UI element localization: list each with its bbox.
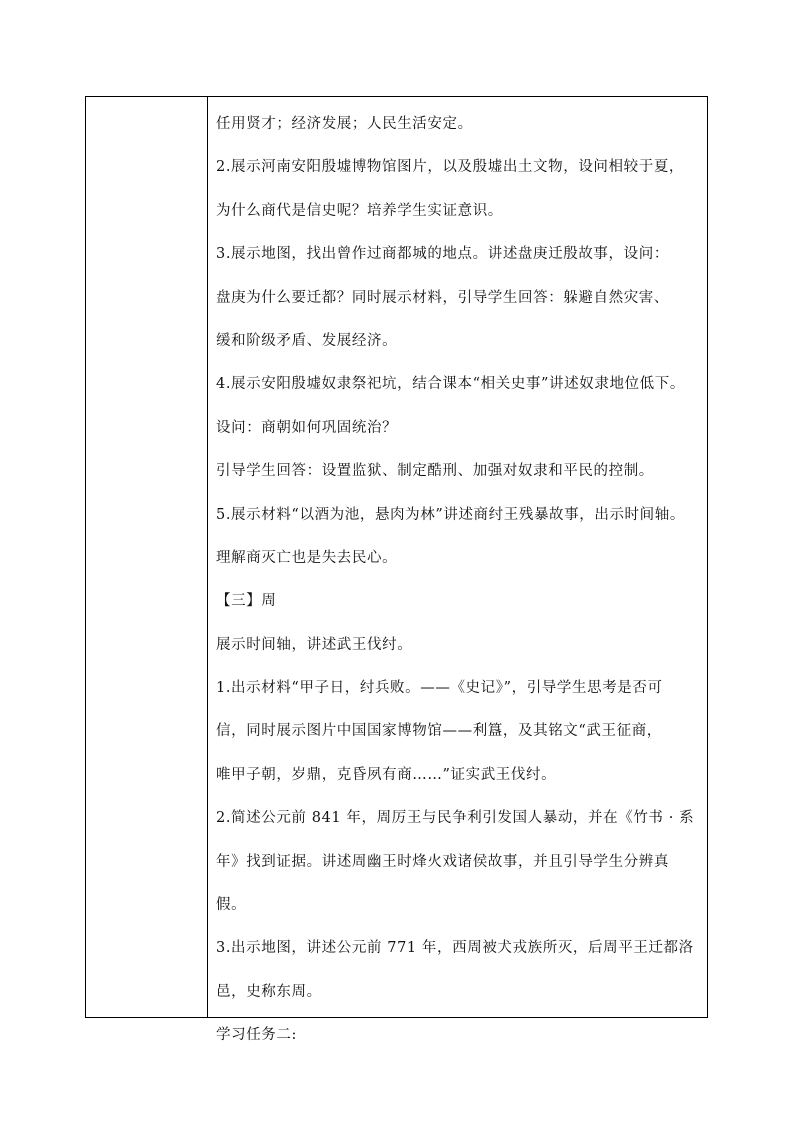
text-line: 2.展示河南安阳殷墟博物馆图片，以及殷墟出土文物，设问相较于夏， xyxy=(216,159,685,176)
table-content-cell xyxy=(208,97,707,1044)
text-line: 理解商灭亡也是失去民心。 xyxy=(216,549,398,566)
text-line: 5.展示材料“以酒为池，悬肉为林”讲述商纣王残暴故事，出示时间轴。 xyxy=(216,506,685,523)
text-line: 1.出示材料“甲子日，纣兵败。——《史记》”，引导学生思考是否可 xyxy=(216,680,663,697)
text-line: 年》找到证据。讲述周幽王时烽火戏诸侯故事，并且引导学生分辨真 xyxy=(216,853,669,870)
text-line: 引导学生回答：设置监狱、制定酷刑、加强对奴隶和平民的控制。 xyxy=(216,463,654,480)
text-line: 邑，史称东周。 xyxy=(216,983,322,1000)
text-line: 4.展示安阳殷墟奴隶祭祀坑，结合课本“相关史事”讲述奴隶地位低下。 xyxy=(216,376,685,393)
text-line: 信，同时展示图片中国国家博物馆——利簋，及其铭文“武王征商， xyxy=(216,723,662,740)
text-line: 3.展示地图，找出曾作过商都城的地点。讲述盘庚迁殷故事，设问： xyxy=(216,246,669,263)
text-line: 假。 xyxy=(216,897,247,914)
text-line: 设问：商朝如何巩固统治？ xyxy=(216,419,398,436)
text-line: 缓和阶级矛盾、发展经济。 xyxy=(216,332,398,349)
table-left-cell xyxy=(86,97,208,1017)
text-line: 任用贤才；经济发展；人民生活安定。 xyxy=(216,116,473,132)
text-line: 学习任务二: xyxy=(216,1027,297,1044)
lesson-plan-table xyxy=(85,96,708,1044)
text-line: 盘庚为什么要迁都？同时展示材料，引导学生回答：躲避自然灾害、 xyxy=(216,289,669,306)
text-line: 展示时间轴，讲述武王伐纣。 xyxy=(216,636,413,653)
text-line: 为什么商代是信史呢？培养学生实证意识。 xyxy=(216,202,503,219)
text-line: 2.简述公元前 841 年，周厉王与民争利引发国人暴动，并在《竹书 · 系 xyxy=(216,810,695,827)
section-heading: 【三】周 xyxy=(216,593,277,610)
text-line: 唯甲子朝，岁鼎，克昏夙有商……”证实武王伐纣。 xyxy=(216,766,557,783)
text-line: 3.出示地图，讲述公元前 771 年，西周被犬戎族所灭，后周平王迁都洛 xyxy=(216,940,694,957)
